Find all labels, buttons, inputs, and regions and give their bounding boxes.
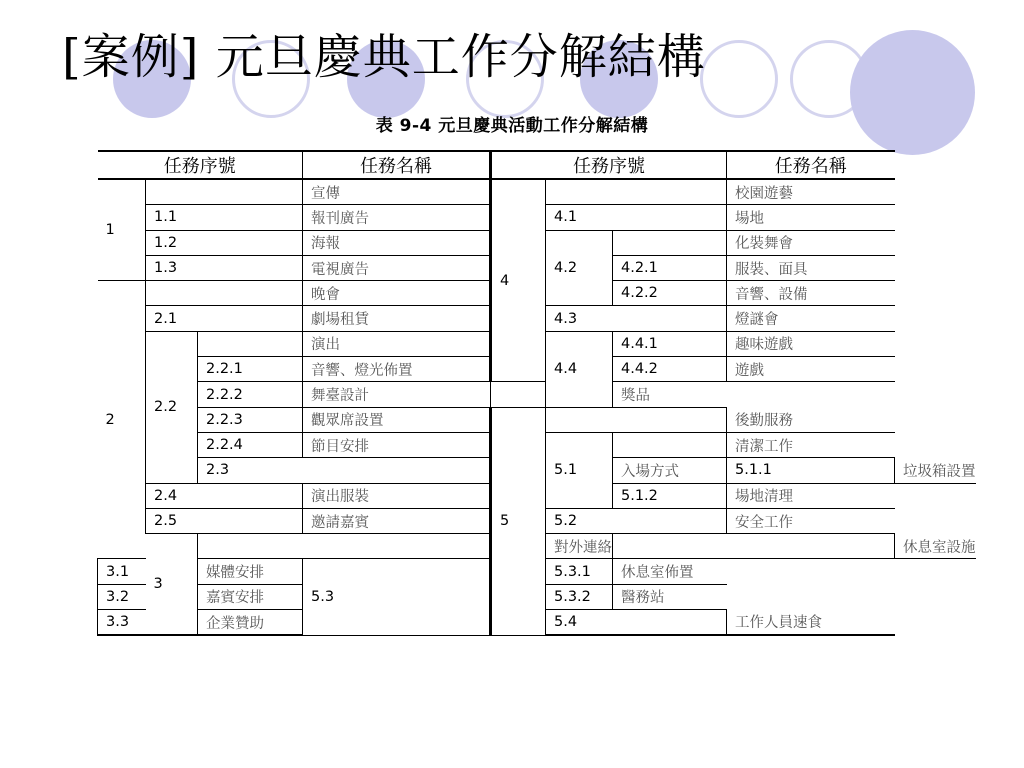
task-id: 5.1 [546,432,613,508]
table-row [98,179,976,205]
task-name: 邀請嘉賓 [303,508,491,533]
task-name: 對外連絡 [546,534,613,559]
task-name: 校園遊藝 [727,179,895,205]
table-header-row [98,151,976,179]
task-id: 2.5 [146,508,303,533]
task-id: 5 [491,407,546,635]
task-name: 演出服裝 [303,483,491,508]
table-row [98,382,976,407]
task-id: 5.1.1 [727,458,895,483]
task-name: 嘉賓安排 [198,584,303,609]
task-name: 遊戲 [727,357,895,382]
task-id: 1.1 [146,205,303,230]
task-name: 垃圾箱設置 [895,458,976,483]
task-id: 4.3 [546,306,727,331]
header-task-name-left: 任務名稱 [303,151,491,179]
task-name: 電視廣告 [303,255,491,280]
task-name: 休息室設施 [895,534,976,559]
task-id: 2 [98,281,146,559]
task-name: 宣傳 [303,179,491,205]
header-task-name-right: 任務名稱 [727,151,895,179]
task-id: 4.2.1 [613,255,727,280]
task-name: 觀眾席設置 [303,407,491,432]
task-id: 3.2 [98,584,198,609]
task-name: 工作人員速食 [727,610,895,636]
task-name: 場地清理 [727,483,895,508]
task-id: 4.1 [546,205,727,230]
task-id: 4.2.2 [613,281,727,306]
task-name: 趣味遊戲 [727,331,895,356]
wbs-table [97,150,976,636]
header-task-id-left: 任務序號 [98,151,303,179]
task-name: 醫務站 [613,584,727,609]
task-name: 入場方式 [613,458,727,483]
task-name: 晚會 [303,281,491,306]
task-id: 2.1 [146,306,303,331]
task-name: 安全工作 [727,508,895,533]
task-name: 節目安排 [303,432,491,457]
task-id: 3.3 [98,610,198,636]
task-name: 場地 [727,205,895,230]
slide-title: [案例] 元旦慶典工作分解結構 [62,29,706,85]
decorative-ring-3 [700,40,778,118]
task-id: 3 [146,534,198,636]
task-name: 報刊廣告 [303,205,491,230]
task-id: 5.3.1 [546,559,613,584]
task-id: 5.1.2 [613,483,727,508]
task-id: 2.4 [146,483,303,508]
task-name: 企業贊助 [198,610,303,636]
task-id: 3.1 [98,559,198,584]
task-name: 劇場租賃 [303,306,491,331]
task-name: 海報 [303,230,491,255]
task-id: 4.4.2 [613,357,727,382]
task-id: 4.4.1 [613,331,727,356]
task-name: 清潔工作 [727,432,895,457]
task-name: 燈謎會 [727,306,895,331]
task-name: 音響、燈光佈置 [303,357,491,382]
task-id: 5.2 [546,508,727,533]
task-id: 2.2.3 [198,407,303,432]
task-name: 媒體安排 [198,559,303,584]
task-name: 舞臺設計 [303,382,491,407]
task-name: 獎品 [613,382,727,407]
task-id: 1 [98,179,146,281]
header-task-id-right: 任務序號 [491,151,727,179]
task-id: 4.2 [546,230,613,306]
task-id: 5.4 [546,610,727,636]
task-id: 2.3 [198,458,491,483]
task-id: 4.4 [546,331,613,407]
task-name: 音響、設備 [727,281,895,306]
task-id: 2.2.2 [198,382,303,407]
table-caption: 表 9-4 元旦慶典活動工作分解結構 [375,116,649,136]
task-name: 休息室佈置 [613,559,727,584]
decorative-circle-large [850,30,975,155]
task-id: 1.2 [146,230,303,255]
task-name: 後勤服務 [727,407,895,432]
task-name: 化裝舞會 [727,230,895,255]
table-row [98,407,976,432]
task-id: 4 [491,179,546,382]
task-id: 2.2 [146,331,198,483]
task-id: 5.3.2 [546,584,613,609]
task-name: 演出 [303,331,491,356]
task-id: 5.3 [303,559,491,635]
task-id: 1.3 [146,255,303,280]
task-name: 服裝、面具 [727,255,895,280]
task-id: 2.2.4 [198,432,303,457]
task-id: 2.2.1 [198,357,303,382]
